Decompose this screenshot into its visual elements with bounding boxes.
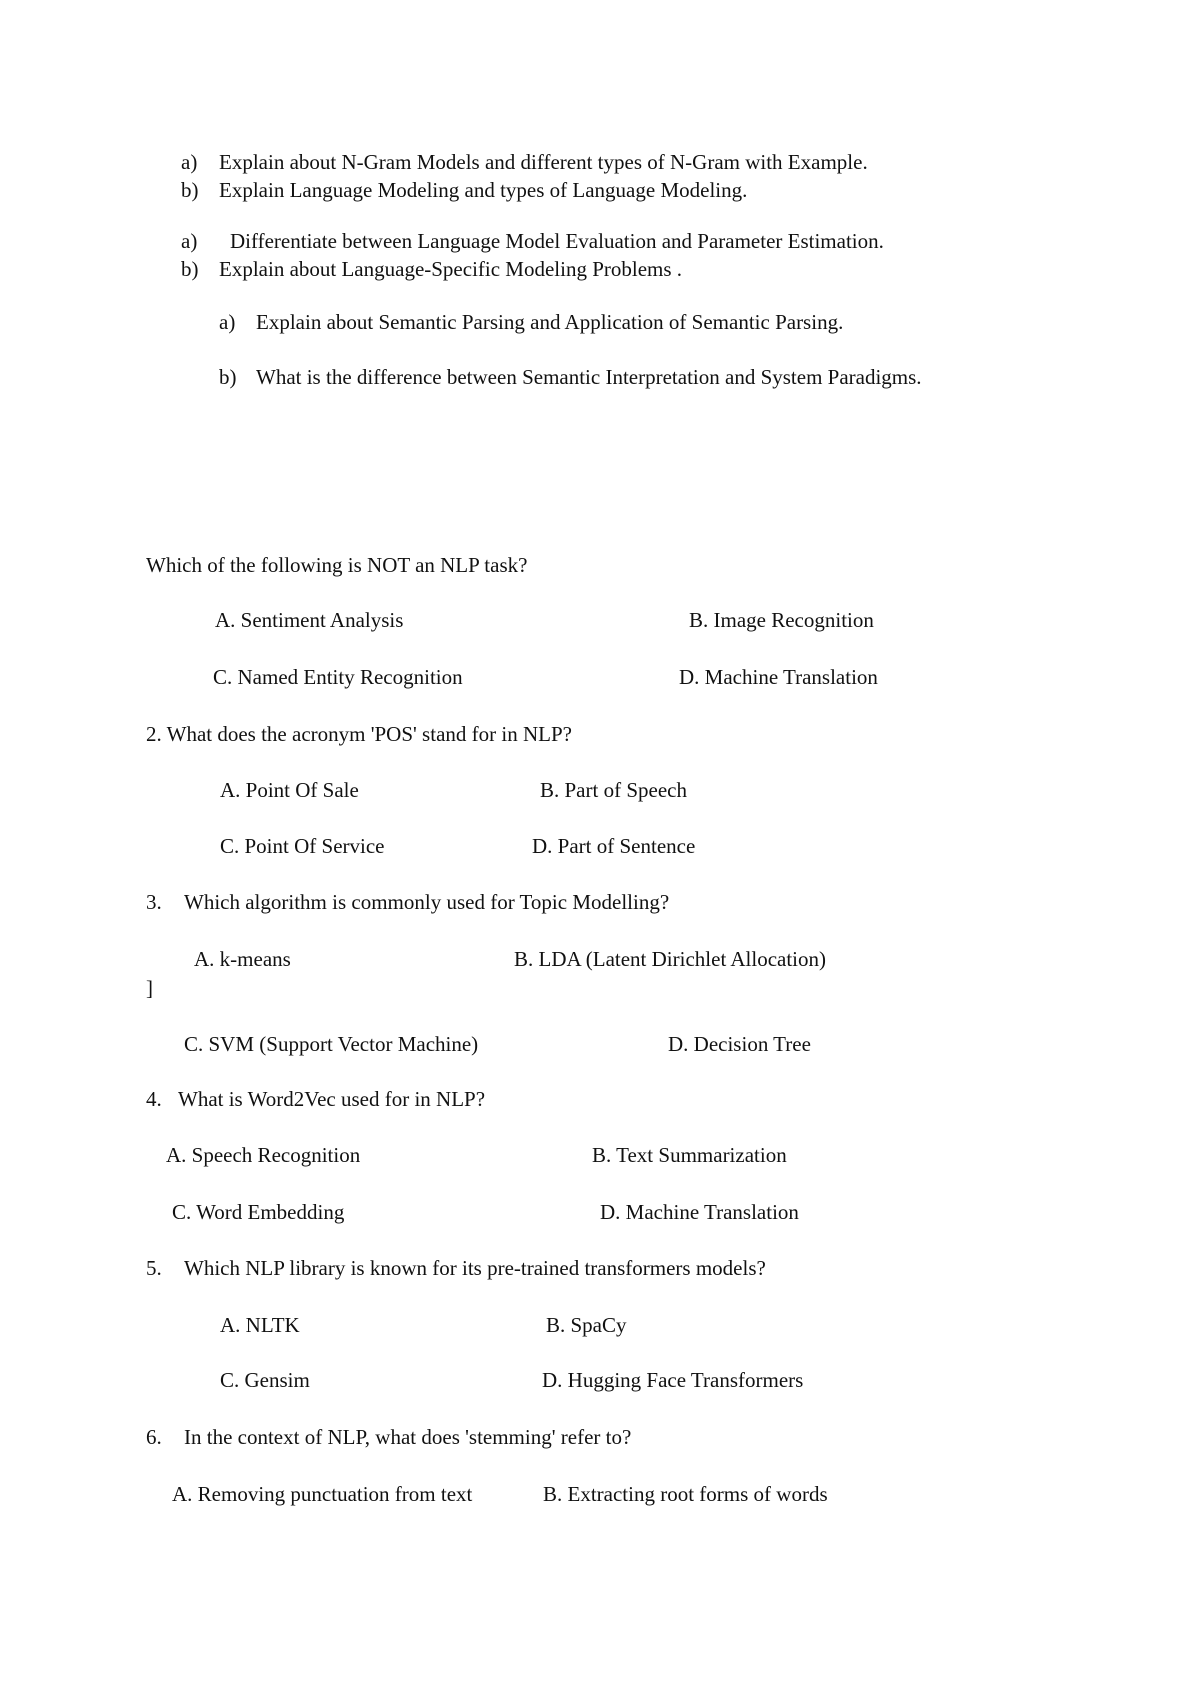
mcq-question-4: What is Word2Vec used for in NLP? [178,1087,486,1111]
mcq-3-option-d: D. Decision Tree [668,1032,811,1056]
mcq-4-option-a: A. Speech Recognition [166,1143,361,1167]
mcq-4-option-b: B. Text Summarization [592,1143,787,1167]
mcq-5-option-c: C. Gensim [220,1368,310,1392]
mcq-5-option-b: B. SpaCy [546,1313,627,1337]
item-marker: b) [219,365,237,389]
item-marker: a) [181,150,198,174]
question-2a-text: Differentiate between Language Model Evaluation and Parameter Estimation. [230,229,884,253]
mcq-question-6: In the context of NLP, what does 'stemming' refer to? [184,1425,632,1449]
item-marker: b) [181,178,199,202]
mcq-question-3: Which algorithm is commonly used for Topic Modelling? [184,890,670,914]
mcq-number-5: 5. [146,1256,162,1280]
mcq-question-1: Which of the following is NOT an NLP task? [146,553,528,577]
mcq-3-option-b: B. LDA (Latent Dirichlet Allocation) [514,947,827,971]
mcq-question-2: 2. What does the acronym 'POS' stand for in NLP? [146,722,572,746]
mcq-1-option-b: B. Image Recognition [689,608,874,632]
mcq-1-option-d: D. Machine Translation [679,665,878,689]
stray-bracket: ] [146,976,153,1000]
question-3b-text: What is the difference between Semantic Interpretation and System Paradigms. [256,365,922,389]
mcq-2-option-d: D. Part of Sentence [532,834,696,858]
mcq-number-6: 6. [146,1425,162,1449]
mcq-3-option-a: A. k-means [194,947,291,971]
question-3a-text: Explain about Semantic Parsing and Application of Semantic Parsing. [256,310,844,334]
mcq-number-4: 4. [146,1087,162,1111]
mcq-question-5: Which NLP library is known for its pre-trained transformers models? [184,1256,766,1280]
mcq-5-option-a: A. NLTK [220,1313,300,1337]
question-2b-text: Explain about Language-Specific Modeling Problems . [219,257,683,281]
mcq-2-option-a: A. Point Of Sale [220,778,359,802]
mcq-4-option-d: D. Machine Translation [600,1200,799,1224]
mcq-2-option-b: B. Part of Speech [540,778,687,802]
mcq-number-3: 3. [146,890,162,914]
item-marker: b) [181,257,199,281]
mcq-6-option-b: B. Extracting root forms of words [543,1482,828,1506]
item-marker: a) [219,310,236,334]
mcq-1-option-a: A. Sentiment Analysis [215,608,404,632]
mcq-6-option-a: A. Removing punctuation from text [172,1482,473,1506]
mcq-3-option-c: C. SVM (Support Vector Machine) [184,1032,479,1056]
mcq-1-option-c: C. Named Entity Recognition [213,665,463,689]
mcq-2-option-c: C. Point Of Service [220,834,385,858]
question-1b-text: Explain Language Modeling and types of Language Modeling. [219,178,748,202]
mcq-5-option-d: D. Hugging Face Transformers [542,1368,804,1392]
mcq-4-option-c: C. Word Embedding [172,1200,345,1224]
item-marker: a) [181,229,198,253]
question-1a-text: Explain about N-Gram Models and different types of N-Gram with Example. [219,150,868,174]
